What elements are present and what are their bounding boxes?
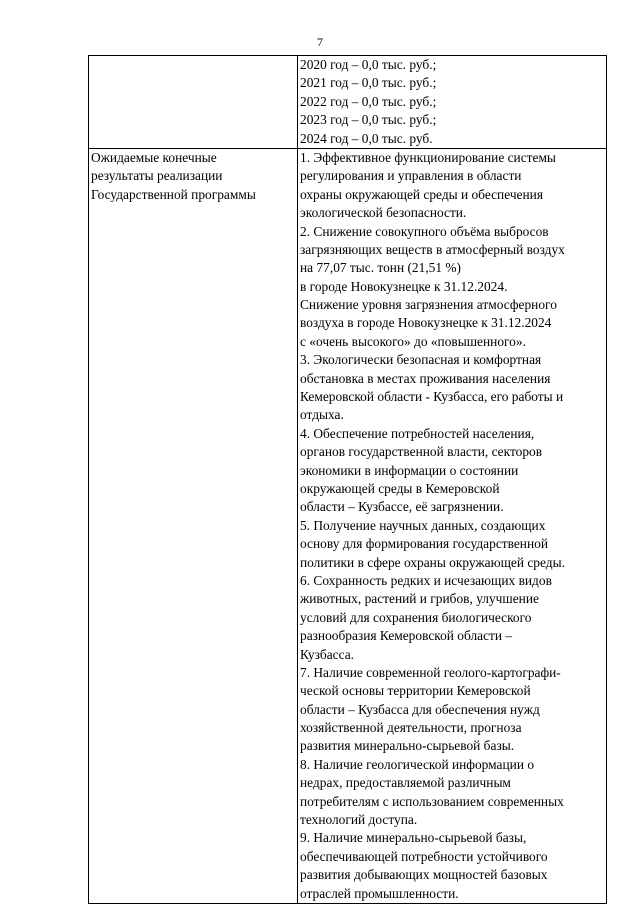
results-text-line: экономики в информации о состоянии <box>300 462 519 478</box>
results-text-line: 9. Наличие минерально-сырьевой базы, <box>300 830 527 846</box>
results-text-line: основу для формирования государственной <box>300 536 549 552</box>
funding-year-line: 2023 год – 0,0 тыс. руб.; <box>300 112 437 128</box>
results-text-line: разнообразия Кемеровской области – <box>300 628 513 644</box>
results-row <box>89 148 607 903</box>
results-label-line: Ожидаемые конечные <box>91 149 217 165</box>
results-text-line: ческой основы территории Кемеровской <box>300 683 531 699</box>
results-text-line: 3. Экологически безопасная и комфортная <box>300 352 542 368</box>
funding-year-line: 2021 год – 0,0 тыс. руб.; <box>300 75 437 91</box>
page-number: 7 <box>317 35 323 49</box>
results-text-line: 2. Снижение совокупного объёма выбросов <box>300 223 549 239</box>
results-text-line: загрязняющих веществ в атмосферный воздух <box>300 241 565 257</box>
results-text-line: области – Кузбасса для обеспечения нужд <box>300 701 540 717</box>
results-text-line: в городе Новокузнецке к 31.12.2024. <box>300 278 508 294</box>
results-text-line: окружающей среды в Кемеровской <box>300 480 500 496</box>
results-text-line: отдыха. <box>300 407 344 423</box>
results-text-line: животных, растений и грибов, улучшение <box>300 591 539 607</box>
results-text-line: Кемеровской области - Кузбасса, его работы и <box>300 389 564 405</box>
results-text-line: 7. Наличие современной геолого-картографи- <box>300 664 561 680</box>
results-text-line: хозяйственной деятельности, прогноза <box>300 720 522 736</box>
results-text-line: воздуха в городе Новокузнецке к 31.12.2024 <box>300 315 552 331</box>
results-text-line: технологий доступа. <box>300 812 418 828</box>
funding-row-values <box>298 56 607 149</box>
results-text-line: с «очень высокого» до «повышенного». <box>300 333 526 349</box>
results-text-line: 1. Эффективное функционирование системы <box>300 149 556 165</box>
results-text-line: 5. Получение научных данных, создающих <box>300 517 546 533</box>
results-text-line: политики в сфере охраны окружающей среды. <box>300 554 565 570</box>
results-text-line: Кузбасса. <box>300 646 355 662</box>
results-label-line: результаты реализации <box>91 168 223 184</box>
funding-row-label <box>89 56 298 149</box>
results-text-line: отраслей промышленности. <box>300 885 459 901</box>
results-row-text <box>298 148 607 903</box>
program-passport-table <box>88 55 607 904</box>
results-text-line: на 77,07 тыс. тонн (21,51 %) <box>300 260 462 276</box>
funding-year-line: 2020 год – 0,0 тыс. руб.; <box>300 57 437 72</box>
results-text-line: обеспечивающей потребности устойчивого <box>300 848 548 864</box>
funding-row <box>89 56 607 149</box>
results-row-label <box>89 148 298 903</box>
results-text-line: экологической безопасности. <box>300 205 467 221</box>
funding-year-line: 2022 год – 0,0 тыс. руб.; <box>300 93 437 109</box>
funding-year-line: 2024 год – 0,0 тыс. руб. <box>300 130 433 146</box>
results-text-line: области – Кузбассе, её загрязнении. <box>300 499 504 515</box>
results-text-line: 4. Обеспечение потребностей населения, <box>300 425 535 441</box>
results-text-line: обстановка в местах проживания населения <box>300 370 551 386</box>
results-text-line: условий для сохранения биологического <box>300 609 532 625</box>
results-text-line: 8. Наличие геологической информации о <box>300 756 535 772</box>
results-text-line: недрах, предоставляемой различным <box>300 775 511 791</box>
results-text-line: развития добывающих мощностей базовых <box>300 867 548 883</box>
results-text-line: потребителям с использованием современных <box>300 793 564 809</box>
results-text-line: органов государственной власти, секторов <box>300 444 543 460</box>
results-text-line: 6. Сохранность редких и исчезающих видов <box>300 572 552 588</box>
results-text-line: охраны окружающей среды и обеспечения <box>300 186 543 202</box>
results-text-line: развития минерально-сырьевой базы. <box>300 738 515 754</box>
results-label-line: Государственной программы <box>91 186 256 202</box>
results-text-line: регулирования и управления в области <box>300 168 522 184</box>
results-text-line: Снижение уровня загрязнения атмосферного <box>300 297 557 313</box>
